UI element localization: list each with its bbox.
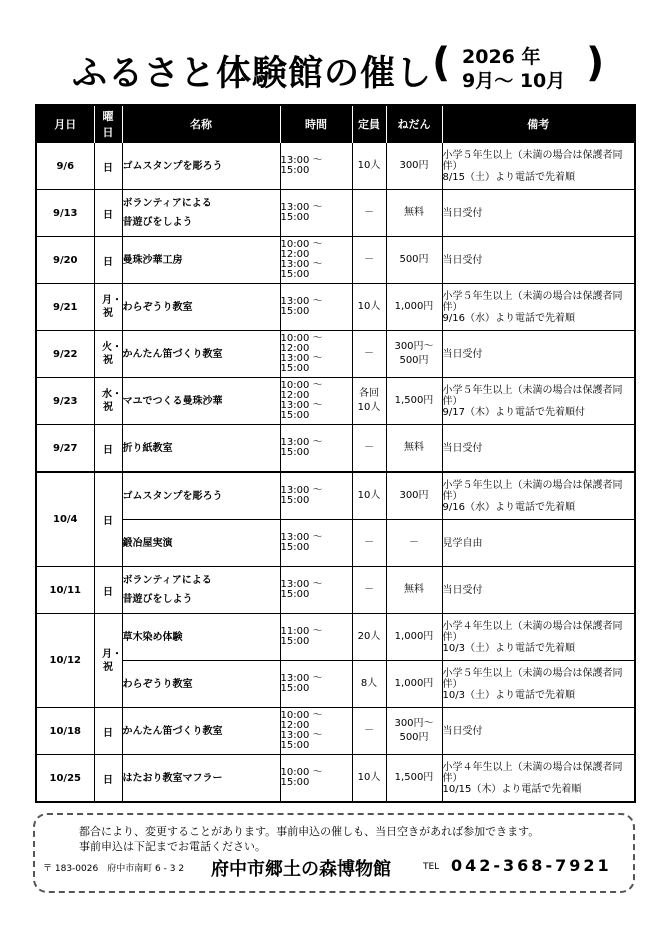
event-capacity: 8人 — [352, 661, 386, 708]
event-name: 草木染め体験 — [122, 614, 280, 661]
event-time: 10:00 ～ 12:00 13:00 ～ 15:00 — [280, 237, 352, 284]
event-day: 火・祝 — [94, 331, 122, 378]
event-name: わらぞうり教室 — [122, 661, 280, 708]
event-note: 小学５年生以上（未満の場合は保護者同伴） 9/17（木）より電話で先着順付 — [442, 378, 635, 425]
event-time: 13:00 ～ 15:00 — [280, 425, 352, 473]
table-row — [36, 425, 635, 473]
event-day: 日 — [94, 425, 122, 473]
tel-label: TEL — [423, 862, 440, 872]
phone-number: 042-368-7921 — [451, 856, 612, 875]
event-fee: 300円～ 500円 — [386, 331, 442, 378]
event-capacity: 各回 10人 — [352, 378, 386, 425]
event-fee: 300円 — [386, 472, 442, 520]
event-day: 月・祝 — [94, 614, 122, 708]
table-row — [36, 755, 635, 803]
event-day: 日 — [94, 708, 122, 755]
event-name: ボランティアによる 昔遊びをしよう — [122, 190, 280, 237]
event-capacity: 10人 — [352, 472, 386, 520]
event-name: 鍛冶屋実演 — [122, 520, 280, 567]
event-note: 小学４年生以上（未満の場合は保護者同伴） 10/15（木）より電話で先着順 — [442, 755, 635, 803]
event-note: 当日受付 — [442, 567, 635, 614]
table-row — [36, 143, 635, 190]
event-fee: － — [386, 520, 442, 567]
event-capacity: 20人 — [352, 614, 386, 661]
title-year: 2026 年 — [462, 46, 541, 68]
event-note: 小学５年生以上（未満の場合は保護者同伴） 8/15（土）より電話で先着順 — [442, 143, 635, 190]
event-name: マユでつくる曼珠沙華 — [122, 378, 280, 425]
title-paren-open: ( — [432, 40, 451, 86]
notice-line-1: 都合により、変更することがあります。事前申込の催しも、当日空きがあれば参加できます。 — [79, 825, 540, 838]
event-fee: 300円 — [386, 143, 442, 190]
event-name: かんたん笛づくり教室 — [122, 331, 280, 378]
event-day: 日 — [94, 237, 122, 284]
event-time: 13:00 ～ 15:00 — [280, 284, 352, 331]
museum-address: 〒 183-0026 府中市南町 6 - 3 2 — [43, 864, 185, 874]
event-note: 当日受付 — [442, 331, 635, 378]
table-row — [36, 520, 635, 567]
event-fee: 300円～ 500円 — [386, 708, 442, 755]
event-fee: 無料 — [386, 567, 442, 614]
event-note: 小学５年生以上（未満の場合は保護者同伴） 10/3（土）より電話で先着順 — [442, 661, 635, 708]
event-note: 小学５年生以上（未満の場合は保護者同伴） 9/16（水）より電話で先着順 — [442, 284, 635, 331]
table-body — [36, 143, 635, 803]
event-capacity: － — [352, 520, 386, 567]
event-time: 13:00 ～ 15:00 — [280, 472, 352, 520]
event-capacity: 10人 — [352, 143, 386, 190]
event-name: はたおり教室マフラー — [122, 755, 280, 803]
event-time: 13:00 ～ 15:00 — [280, 520, 352, 567]
col-date: 月日 — [36, 105, 94, 143]
table-row — [36, 378, 635, 425]
event-fee: 無料 — [386, 425, 442, 473]
event-note: 当日受付 — [442, 708, 635, 755]
col-note: 備考 — [442, 105, 635, 143]
page-header — [0, 40, 665, 100]
event-day: 日 — [94, 755, 122, 803]
col-name: 名称 — [122, 105, 280, 143]
event-name: 折り紙教室 — [122, 425, 280, 473]
event-day: 日 — [94, 567, 122, 614]
event-fee: 1,500円 — [386, 755, 442, 803]
title-paren-close: ) — [586, 40, 605, 86]
event-capacity: 10人 — [352, 284, 386, 331]
event-fee: 1,000円 — [386, 661, 442, 708]
event-date: 9/20 — [36, 237, 94, 284]
event-date: 10/11 — [36, 567, 94, 614]
event-name: ゴムスタンプを彫ろう — [122, 143, 280, 190]
event-date: 9/22 — [36, 331, 94, 378]
event-date: 9/6 — [36, 143, 94, 190]
event-capacity: － — [352, 237, 386, 284]
event-time: 13:00 ～ 15:00 — [280, 143, 352, 190]
event-day: 月・祝 — [94, 284, 122, 331]
event-day: 日 — [94, 143, 122, 190]
event-date: 9/23 — [36, 378, 94, 425]
col-fee: ねだん — [386, 105, 442, 143]
event-name: ボランティアによる 昔遊びをしよう — [122, 567, 280, 614]
col-capacity: 定員 — [352, 105, 386, 143]
event-time: 11:00 ～ 15:00 — [280, 614, 352, 661]
event-time: 13:00 ～ 15:00 — [280, 190, 352, 237]
title-months: 9月～ 10月 — [462, 70, 566, 92]
table-row — [36, 190, 635, 237]
col-time: 時間 — [280, 105, 352, 143]
event-day: 日 — [94, 190, 122, 237]
table-row — [36, 708, 635, 755]
event-capacity: 10人 — [352, 755, 386, 803]
event-day: 水・祝 — [94, 378, 122, 425]
event-note: 見学自由 — [442, 520, 635, 567]
event-note: 当日受付 — [442, 425, 635, 473]
event-fee: 1,500円 — [386, 378, 442, 425]
event-note: 当日受付 — [442, 190, 635, 237]
event-time: 10:00 ～ 12:00 13:00 ～ 15:00 — [280, 378, 352, 425]
event-fee: 1,000円 — [386, 284, 442, 331]
event-time: 10:00 ～ 12:00 13:00 ～ 15:00 — [280, 331, 352, 378]
event-note: 当日受付 — [442, 237, 635, 284]
table-row — [36, 237, 635, 284]
table-row — [36, 661, 635, 708]
table-row — [36, 614, 635, 661]
event-capacity: － — [352, 708, 386, 755]
event-fee: 1,000円 — [386, 614, 442, 661]
event-time: 10:00 ～ 12:00 13:00 ～ 15:00 — [280, 708, 352, 755]
col-day: 曜日 — [94, 105, 122, 143]
table-row — [36, 331, 635, 378]
event-date: 10/12 — [36, 614, 94, 708]
event-name: 曼珠沙華工房 — [122, 237, 280, 284]
event-day: 日 — [94, 472, 122, 567]
table-row — [36, 567, 635, 614]
event-name: ゴムスタンプを彫ろう — [122, 472, 280, 520]
event-time: 13:00 ～ 15:00 — [280, 567, 352, 614]
event-fee: 500円 — [386, 237, 442, 284]
event-time: 13:00 ～ 15:00 — [280, 661, 352, 708]
event-schedule-table — [35, 104, 636, 803]
event-fee: 無料 — [386, 190, 442, 237]
event-date: 10/18 — [36, 708, 94, 755]
event-date: 9/21 — [36, 284, 94, 331]
event-capacity: － — [352, 567, 386, 614]
event-capacity: － — [352, 425, 386, 473]
event-time: 10:00 ～ 15:00 — [280, 755, 352, 803]
notice-line-2: 事前申込は下記までお電話ください。 — [79, 840, 266, 853]
table-row — [36, 472, 635, 520]
museum-name: 府中市郷土の森博物館 — [211, 859, 391, 880]
event-note: 小学４年生以上（未満の場合は保護者同伴） 10/3（土）より電話で先着順 — [442, 614, 635, 661]
event-name: わらぞうり教室 — [122, 284, 280, 331]
event-date: 10/25 — [36, 755, 94, 803]
page-title: ふるさと体験館の催し — [72, 54, 433, 94]
table-row — [36, 284, 635, 331]
event-capacity: － — [352, 331, 386, 378]
event-capacity: － — [352, 190, 386, 237]
event-date: 10/4 — [36, 472, 94, 567]
footer-notice — [33, 813, 635, 893]
event-note: 小学５年生以上（未満の場合は保護者同伴） 9/16（水）より電話で先着順 — [442, 472, 635, 520]
event-date: 9/27 — [36, 425, 94, 473]
table-header-row — [36, 105, 635, 143]
event-name: かんたん笛づくり教室 — [122, 708, 280, 755]
event-date: 9/13 — [36, 190, 94, 237]
